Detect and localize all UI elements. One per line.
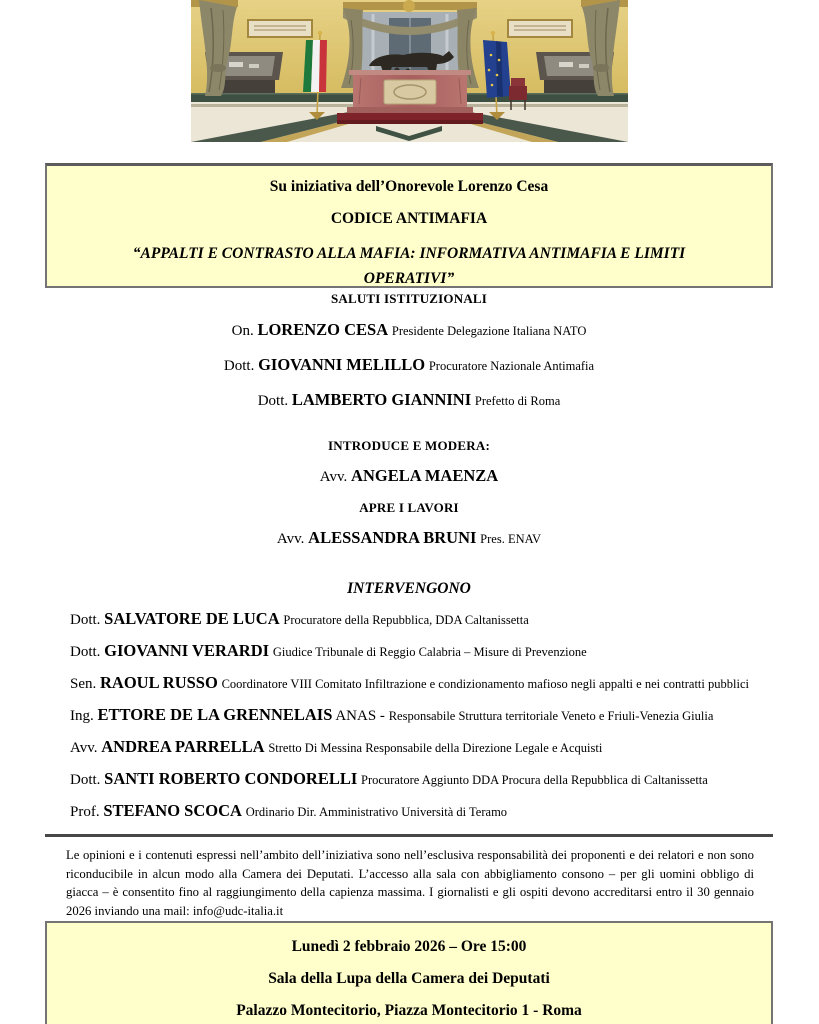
speaker-name: ANDREA PARRELLA (101, 737, 265, 756)
person-role: Procuratore Nazionale Antimafia (428, 359, 595, 373)
intervengono-heading: INTERVENGONO (347, 580, 471, 597)
speaker-name: SANTI ROBERTO CONDORELLI (104, 769, 358, 788)
intervengono-section (45, 579, 773, 822)
title-box (45, 163, 773, 288)
speaker-prefix: Sen. (70, 676, 97, 692)
person-name: ALESSANDRA BRUNI (308, 528, 477, 547)
person-role: Presidente Delegazione Italiana NATO (391, 324, 587, 338)
event-datetime: Lunedì 2 febbraio 2026 – Ore 15:00 (291, 938, 527, 955)
separator-rule (45, 834, 773, 837)
saluti-heading: SALUTI ISTITUZIONALI (330, 291, 488, 306)
event-title: CODICE ANTIMAFIA (330, 210, 488, 227)
person-row (45, 465, 773, 488)
speaker-row (70, 801, 773, 822)
event-venue: Sala della Lupa della Camera dei Deputati (268, 970, 550, 987)
speaker-name: ETTORE DE LA GRENNELAIS (97, 705, 333, 724)
venue-photo (191, 0, 628, 142)
person-row (45, 389, 773, 412)
person-role: Prefetto di Roma (474, 394, 561, 408)
speaker-row (70, 641, 773, 662)
disclaimer-text: Le opinioni e i contenuti espressi nell’ambito dell’iniziativa sono nell’esclusiva responsabilità dei proponenti e dei relatori e non sono riconducibile in alcun modo alla Camera dei Deputati. L’accesso alla sala con abbigliamento consono – per gli uomini obbligo di giacca – è consentito fino al raggiungimento della capienza massima. I giornalisti e gli ospiti devono accreditarsi entro il 30 gennaio 2026 inviando una mail: info@udc-italia.it (66, 848, 754, 918)
person-name: ANGELA MAENZA (351, 466, 499, 485)
speaker-role: Procuratore Aggiunto DDA Procura della Repubblica di Caltanissetta (361, 773, 708, 787)
person-prefix: Avv. (276, 531, 305, 547)
speaker-name: RAOUL RUSSO (100, 673, 218, 692)
speaker-row (70, 737, 773, 758)
person-row (45, 319, 773, 342)
speaker-role: Coordinatore VIII Comitato Infiltrazione e condizionamento mafioso negli appalti e nei contratti pubblici (221, 677, 749, 691)
speaker-row (70, 705, 773, 726)
speaker-prefix: Avv. (70, 740, 98, 756)
speaker-prefix: Prof. (70, 804, 100, 820)
person-name: LAMBERTO GIANNINI (291, 390, 472, 409)
wall-plaque-left (248, 20, 312, 37)
speaker-prefix: Dott. (70, 644, 101, 660)
speaker-row (70, 609, 773, 630)
wall-plaque-right (508, 20, 572, 37)
speaker-name: GIOVANNI VERARDI (104, 641, 270, 660)
person-prefix: Dott. (223, 358, 255, 374)
modera-heading: INTRODUCE E MODERA: (328, 438, 490, 453)
person-role: Pres. ENAV (480, 532, 542, 546)
speaker-name: STEFANO SCOCA (103, 801, 242, 820)
speaker-role: Procuratore della Repubblica, DDA Caltanissetta (283, 613, 529, 627)
speaker-org: ANAS - (335, 708, 385, 724)
speaker-prefix: Dott. (70, 772, 101, 788)
saluti-section (45, 290, 773, 412)
person-name: LORENZO CESA (257, 320, 389, 339)
person-row (45, 527, 773, 550)
red-platform (337, 113, 483, 120)
modera-section (45, 437, 773, 550)
person-prefix: Avv. (319, 469, 348, 485)
speaker-prefix: Dott. (70, 612, 101, 628)
speaker-row (70, 673, 773, 694)
speaker-name: SALVATORE DE LUCA (104, 609, 280, 628)
speaker-row (70, 769, 773, 790)
speaker-role: Responsabile Struttura territoriale Veneto e Friuli-Venezia Giulia (388, 709, 714, 723)
speaker-role: Giudice Tribunale di Reggio Calabria – Misure di Prevenzione (272, 645, 587, 659)
person-prefix: Dott. (257, 393, 289, 409)
event-address: Palazzo Montecitorio, Piazza Montecitorio 1 - Roma (236, 1002, 582, 1019)
person-row (45, 354, 773, 377)
speaker-role: Stretto Di Messina Responsabile della Direzione Legale e Acquisti (268, 741, 603, 755)
event-subtitle: “APPALTI E CONTRASTO ALLA MAFIA: INFORMATIVA ANTIMAFIA E LIMITI OPERATIVI” (132, 245, 686, 287)
speaker-prefix: Ing. (70, 708, 94, 724)
speaker-role: Ordinario Dir. Amministrativo Università di Teramo (245, 805, 508, 819)
person-prefix: On. (231, 323, 254, 339)
statue-pedestal (347, 70, 473, 113)
apre-heading: APRE I LAVORI (359, 500, 459, 515)
person-name: GIOVANNI MELILLO (258, 355, 426, 374)
speakers-list (45, 609, 773, 822)
event-details-box (45, 921, 773, 1024)
initiative-line: Su iniziativa dell’Onorevole Lorenzo Cesa (269, 178, 549, 195)
